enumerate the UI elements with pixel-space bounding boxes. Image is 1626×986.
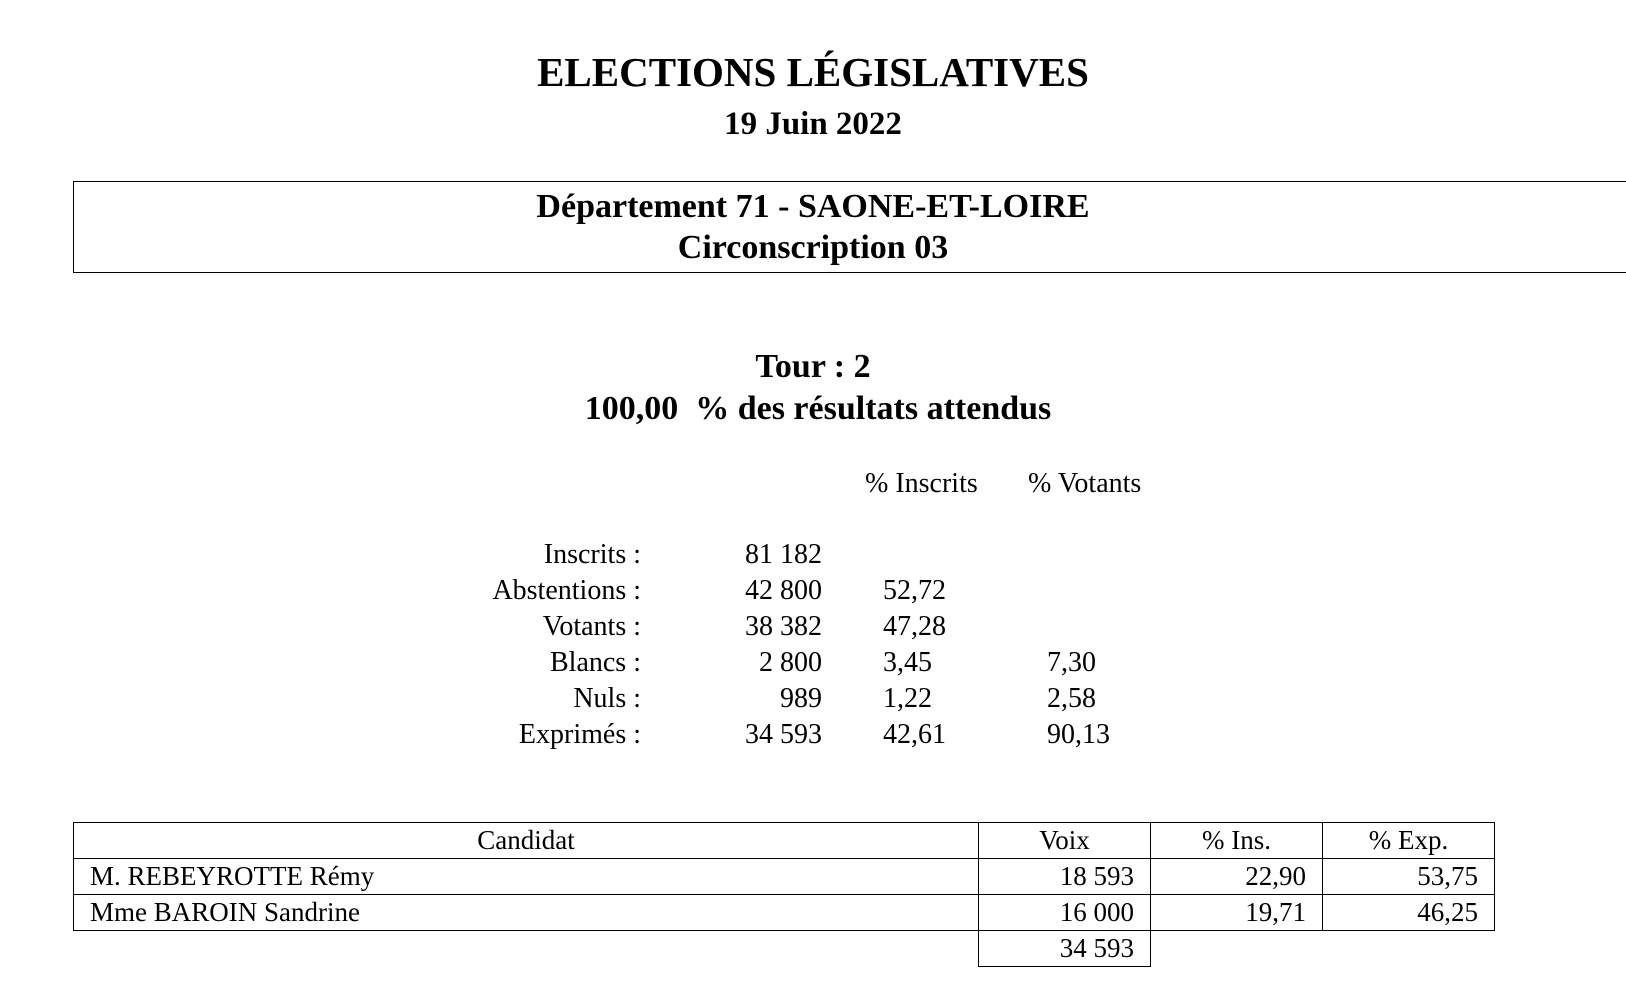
stat-label: Blancs :	[550, 647, 641, 678]
candidate-pct-exp: 46,25	[1323, 895, 1495, 931]
stat-row-nuls	[0, 681, 1626, 717]
stat-value: 42 800	[745, 575, 822, 606]
page-title: ELECTIONS LÉGISLATIVES	[537, 49, 1089, 95]
stat-label: Exprimés :	[518, 719, 641, 750]
table-total-row	[74, 931, 1495, 967]
stat-row-blancs	[0, 645, 1626, 681]
stat-row-inscrits	[0, 537, 1626, 573]
stat-pct-votants: 90,13	[1047, 719, 1110, 750]
candidates-table	[73, 822, 1495, 967]
stat-row-votants	[0, 609, 1626, 645]
total-spacer	[1151, 931, 1323, 967]
header-pct-exp: % Exp.	[1323, 823, 1495, 859]
circonscription-label: Circonscription 03	[677, 229, 949, 266]
candidate-voix: 16 000	[979, 895, 1151, 931]
candidate-pct-ins: 22,90	[1151, 859, 1323, 895]
stat-pct-inscrits: 52,72	[883, 575, 946, 606]
stat-row-exprimes	[0, 717, 1626, 753]
total-spacer	[74, 931, 979, 967]
header-voix: Voix	[979, 823, 1151, 859]
stat-value: 34 593	[745, 719, 822, 750]
stat-value: 2 800	[759, 647, 822, 678]
table-row	[74, 859, 1495, 895]
candidate-voix: 18 593	[979, 859, 1151, 895]
table-header-row	[74, 823, 1495, 859]
stat-value: 81 182	[745, 539, 822, 570]
header-pct-ins: % Ins.	[1151, 823, 1323, 859]
results-progress: 100,00 % des résultats attendus	[584, 390, 1052, 427]
stat-pct-votants: 2,58	[1047, 683, 1096, 714]
candidate-name: M. REBEYROTTE Rémy	[74, 859, 979, 895]
stat-value: 989	[780, 683, 822, 714]
stat-label: Abstentions :	[492, 575, 641, 606]
round-label: Tour : 2	[755, 348, 871, 385]
total-voix: 34 593	[979, 931, 1151, 967]
candidate-name: Mme BAROIN Sandrine	[74, 895, 979, 931]
stat-pct-inscrits: 47,28	[883, 611, 946, 642]
candidate-pct-ins: 19,71	[1151, 895, 1323, 931]
stat-pct-inscrits: 3,45	[883, 647, 932, 678]
table-row	[74, 895, 1495, 931]
column-header-pct-votants: % Votants	[1028, 468, 1142, 499]
column-header-pct-inscrits: % Inscrits	[865, 468, 978, 499]
stat-pct-inscrits: 1,22	[883, 683, 932, 714]
candidate-pct-exp: 53,75	[1323, 859, 1495, 895]
stat-row-abstentions	[0, 573, 1626, 609]
election-date: 19 Juin 2022	[724, 106, 902, 142]
stat-pct-inscrits: 42,61	[883, 719, 946, 750]
stat-label: Inscrits :	[543, 539, 641, 570]
stat-pct-votants: 7,30	[1047, 647, 1096, 678]
stat-label: Votants :	[542, 611, 641, 642]
stat-value: 38 382	[745, 611, 822, 642]
departement-label: Département 71 - SAONE-ET-LOIRE	[536, 188, 1090, 225]
total-spacer	[1323, 931, 1495, 967]
header-candidat: Candidat	[74, 823, 979, 859]
stat-label: Nuls :	[573, 683, 641, 714]
